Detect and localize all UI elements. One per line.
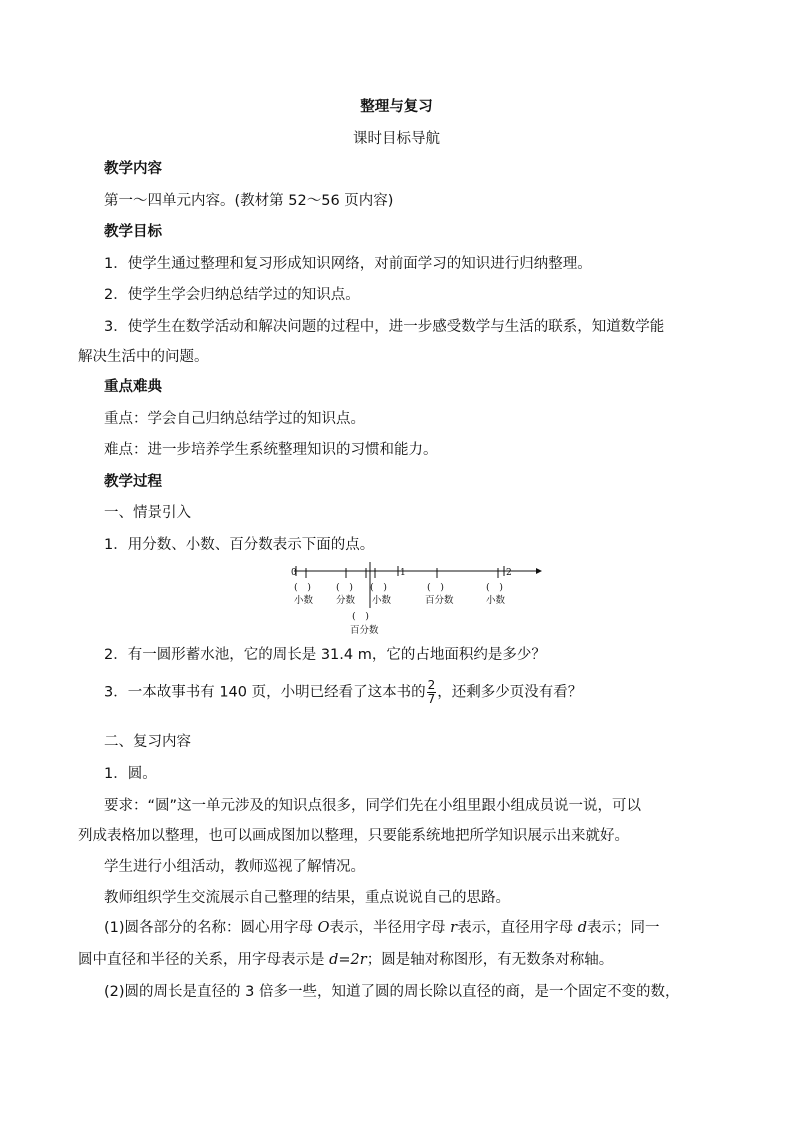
axis-arrow xyxy=(536,568,542,574)
heading-teaching-process: 教学过程 xyxy=(104,474,162,490)
goal-2: 2．使学生学会归纳总结学过的知识点。 xyxy=(104,287,360,303)
circle-parts-text-1: (1)圆各部分的名称：圆心用字母 xyxy=(104,920,318,936)
formula-d-2r: d=2r xyxy=(329,952,367,968)
goal-1: 1．使学生通过整理和复习形成知识网络，对前面学习的知识进行归纳整理。 xyxy=(104,256,592,272)
student-activity: 学生进行小组活动，教师巡视了解情况。 xyxy=(104,859,365,875)
bracket-3: ( ) xyxy=(370,582,387,593)
goal-3-line-2: 解决生活中的问题。 xyxy=(78,349,209,365)
fraction-two-sevenths xyxy=(427,679,437,706)
bracket-2: ( ) xyxy=(336,582,353,593)
circle-parts-line-1 xyxy=(104,918,660,938)
point-label-1: 小数 xyxy=(294,595,314,606)
number-line-figure xyxy=(280,560,545,638)
requirement-line-1: 要求：“圆”这一单元涉及的知识点很多，同学们先在小组里跟小组成员说一说，可以 xyxy=(104,798,642,814)
difficulty-text: 难点：进一步培养学生系统整理知识的习惯和能力。 xyxy=(104,442,438,458)
tick-label-1: 1 xyxy=(400,568,406,578)
point-label-2: 分数 xyxy=(336,595,356,606)
point-label-5: 小数 xyxy=(486,595,506,606)
fraction-denominator: 7 xyxy=(427,692,436,706)
bracket-6: ( ) xyxy=(352,611,369,622)
circle-heading: 1．圆。 xyxy=(104,766,157,782)
requirement-line-2: 列成表格加以整理，也可以画成图加以整理，只要能系统地把所学知识展示出来就好。 xyxy=(78,828,629,844)
letter-r: r xyxy=(450,920,458,936)
question-1: 1．用分数、小数、百分数表示下面的点。 xyxy=(104,537,375,553)
tick-label-2: 2 xyxy=(506,568,512,578)
circle-parts-line-2 xyxy=(78,950,613,970)
circle-parts-text-4: 表示；同一 xyxy=(587,920,660,936)
bracket-5: ( ) xyxy=(486,582,503,593)
circle-parts-text-3: 表示，直径用字母 xyxy=(457,920,578,936)
letter-d: d xyxy=(577,920,587,936)
question-3-text-start: 3．一本故事书有 140 页，小明已经看了这本书的 xyxy=(104,684,426,701)
circle-relation-text-1: 圆中直径和半径的关系，用字母表示是 xyxy=(78,952,330,968)
question-3-text-end: ，还剩多少页没有看？ xyxy=(437,684,583,701)
heading-teaching-goals: 教学目标 xyxy=(104,224,162,240)
circle-relation-text-2: ；圆是轴对称图形，有无数条对称轴。 xyxy=(366,952,614,968)
bracket-4: ( ) xyxy=(427,582,444,593)
point-label-4: 百分数 xyxy=(425,595,454,606)
key-point-text: 重点：学会自己归纳总结学过的知识点。 xyxy=(104,411,365,427)
letter-o: O xyxy=(317,920,330,936)
heading-teaching-content: 教学内容 xyxy=(104,161,162,177)
fraction-numerator: 2 xyxy=(427,678,436,692)
circle-parts-text-2: 表示，半径用字母 xyxy=(329,920,451,936)
heading-key-points: 重点难典 xyxy=(104,379,162,395)
intro-heading: 一、情景引入 xyxy=(104,505,191,521)
page-subtitle: 课时目标导航 xyxy=(353,131,440,147)
teacher-share: 教师组织学生交流展示自己整理的结果，重点说说自己的思路。 xyxy=(104,890,510,906)
tick-label-0: 0 xyxy=(291,568,297,578)
goal-3-line-1: 3．使学生在数学活动和解决问题的过程中，进一步感受数学与生活的联系，知道数学能 xyxy=(104,319,665,335)
circumference-line-1: (2)圆的周长是直径的 3 倍多一些，知道了圆的周长除以直径的商，是一个固定不变的数， xyxy=(104,984,680,1000)
review-heading: 二、复习内容 xyxy=(104,734,191,750)
point-label-3: 小数 xyxy=(372,595,392,606)
page-title: 整理与复习 xyxy=(360,99,433,115)
point-label-6: 百分数 xyxy=(350,625,379,636)
question-3 xyxy=(104,679,582,706)
question-2: 2．有一圆形蓄水池，它的周长是 31.4 m，它的占地面积约是多少？ xyxy=(104,647,546,663)
bracket-1: ( ) xyxy=(294,582,311,593)
teaching-content-text: 第一～四单元内容。(教材第 52～56 页内容) xyxy=(104,193,394,209)
